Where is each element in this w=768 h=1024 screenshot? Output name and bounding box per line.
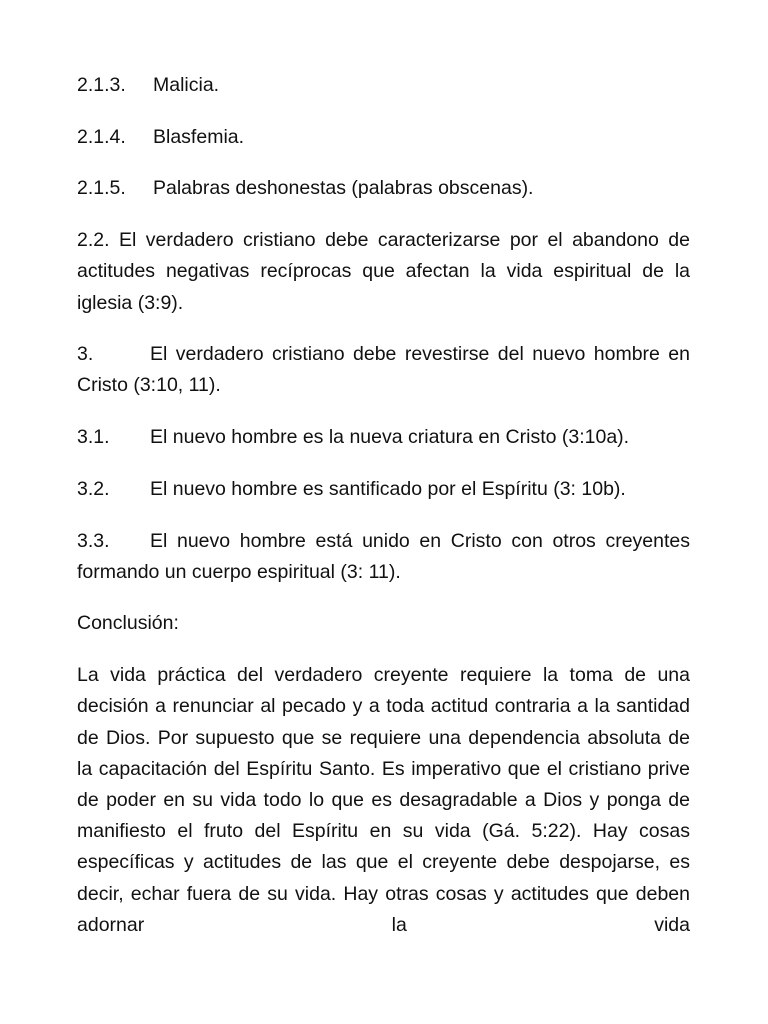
conclusion-paragraph: La vida práctica del verdadero creyente requiere la toma de una decisión a renunciar al pecado y a toda actitud contraria a la santidad de Dios. Por supuesto que se requiere una dependencia absoluta de la capacitación del Espíritu Santo. Es imperativo que el cristiano prive de poder en su vida todo lo que es desagradable a Dios y ponga de manifiesto el fruto del Espíritu en su vida (Gá. 5:22). Hay cosas específicas y actitudes de las que el creyente debe despojarse, es decir, echar fuera de su vida. Hay otras cosas y actitudes que deben adornar la vida [77,664,690,936]
paragraph-3-1 [77,422,690,453]
section-number: 3.2. [77,477,110,500]
list-item-2-1-3 [77,70,690,101]
list-item-2-1-5 [77,173,690,204]
list-item-2-1-4 [77,122,690,153]
item-number: 2.1.5. [77,177,126,200]
conclusion-heading: Conclusión: [77,612,179,635]
paragraph-3-2 [77,474,690,505]
section-text: El nuevo hombre es santificado por el Espíritu (3: 10b). [150,477,626,500]
item-text: Malicia. [153,74,220,96]
section-text: El nuevo hombre está unido en Cristo con otros creyentes formando un cuerpo espiritual (3: 11). [77,529,690,583]
paragraph-3-3 [77,526,690,588]
paragraph-3 [77,339,690,401]
section-text: El nuevo hombre es la nueva criatura en Cristo (3:10a). [150,426,630,449]
section-text: El verdadero cristiano debe revestirse del nuevo hombre en Cristo (3:10, 11). [77,343,690,397]
item-number: 2.1.3. [77,74,126,96]
item-number: 2.1.4. [77,125,126,148]
document-page [77,70,690,961]
paragraph-2-2: 2.2. El verdadero cristiano debe caracterizarse por el abandono de actitudes negativas recíprocas que afectan la vida espiritual de la iglesia (3:9). [77,229,690,314]
section-number: 3. [77,343,94,366]
item-text: Blasfemia. [153,125,245,148]
section-number: 3.3. [77,529,110,552]
item-text: Palabras deshonestas (palabras obscenas). [153,177,534,200]
section-number: 3.1. [77,426,110,449]
